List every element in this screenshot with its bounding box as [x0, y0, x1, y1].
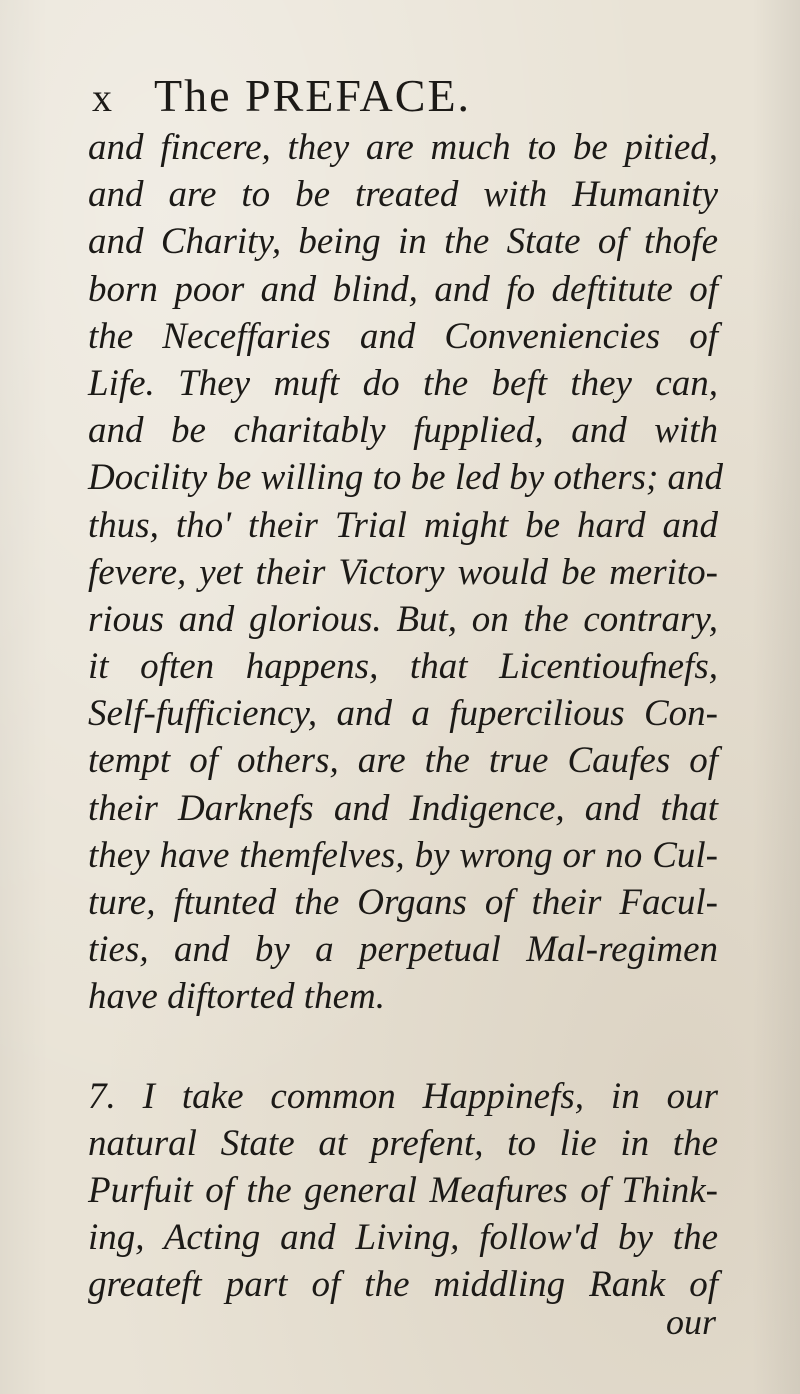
text-line: have diftorted them.: [88, 976, 385, 1018]
text-line: thus, tho' their Trial might be hard and: [88, 504, 718, 546]
text-line: ture, ftunted the Organs of their Facul-: [88, 882, 718, 923]
signature-mark: x: [92, 75, 113, 120]
running-head: [92, 66, 712, 126]
paragraph-gap: [88, 1021, 718, 1073]
text-line: greateft part of the middling Rank of: [88, 1264, 718, 1306]
text-line: born poor and blind, and fo deftitute of: [88, 268, 718, 310]
text-line: natural State at prefent, to lie in the: [88, 1122, 718, 1164]
text-line: and Charity, being in the State of thofe: [88, 221, 718, 263]
text-line: ties, and by a perpetual Mal-regimen: [88, 929, 718, 971]
text-line: and be charitably fupplied, and with: [88, 410, 718, 452]
text-line: ing, Acting and Living, follow'd by the: [88, 1217, 718, 1259]
running-head-title: The PREFACE.: [154, 70, 472, 121]
text-line: rious and glorious. But, on the contrary,: [88, 598, 718, 640]
text-line: 7. I take common Happinefs, in our: [88, 1075, 718, 1117]
text-line: Purfuit of the general Meafures of Think-: [88, 1169, 718, 1211]
text-line: their Darknefs and Indigence, and that: [88, 787, 718, 829]
text-line: and fincere, they are much to be pitied,: [88, 127, 718, 168]
paragraph-2: [88, 1073, 718, 1309]
paragraph-1: [88, 124, 724, 1021]
text-line: Self-fufficiency, and a fupercilious Con-: [88, 693, 718, 735]
text-line: tempt of others, are the true Caufes of: [88, 740, 718, 782]
text-line: they have themfelves, by wrong or no Cul-: [88, 834, 718, 876]
text-line: it often happens, that Licentioufnefs,: [88, 646, 718, 688]
text-line: fevere, yet their Victory would be merito-: [88, 551, 718, 593]
body-text: [88, 124, 724, 1309]
text-line: and are to be treated with Humanity: [88, 174, 718, 216]
text-line: Docility be willing to be led by others; and: [88, 457, 724, 499]
catchword: our: [665, 1302, 716, 1342]
text-line: Life. They muft do the beft they can,: [88, 362, 718, 404]
text-line: the Neceffaries and Conveniencies of: [88, 315, 718, 357]
